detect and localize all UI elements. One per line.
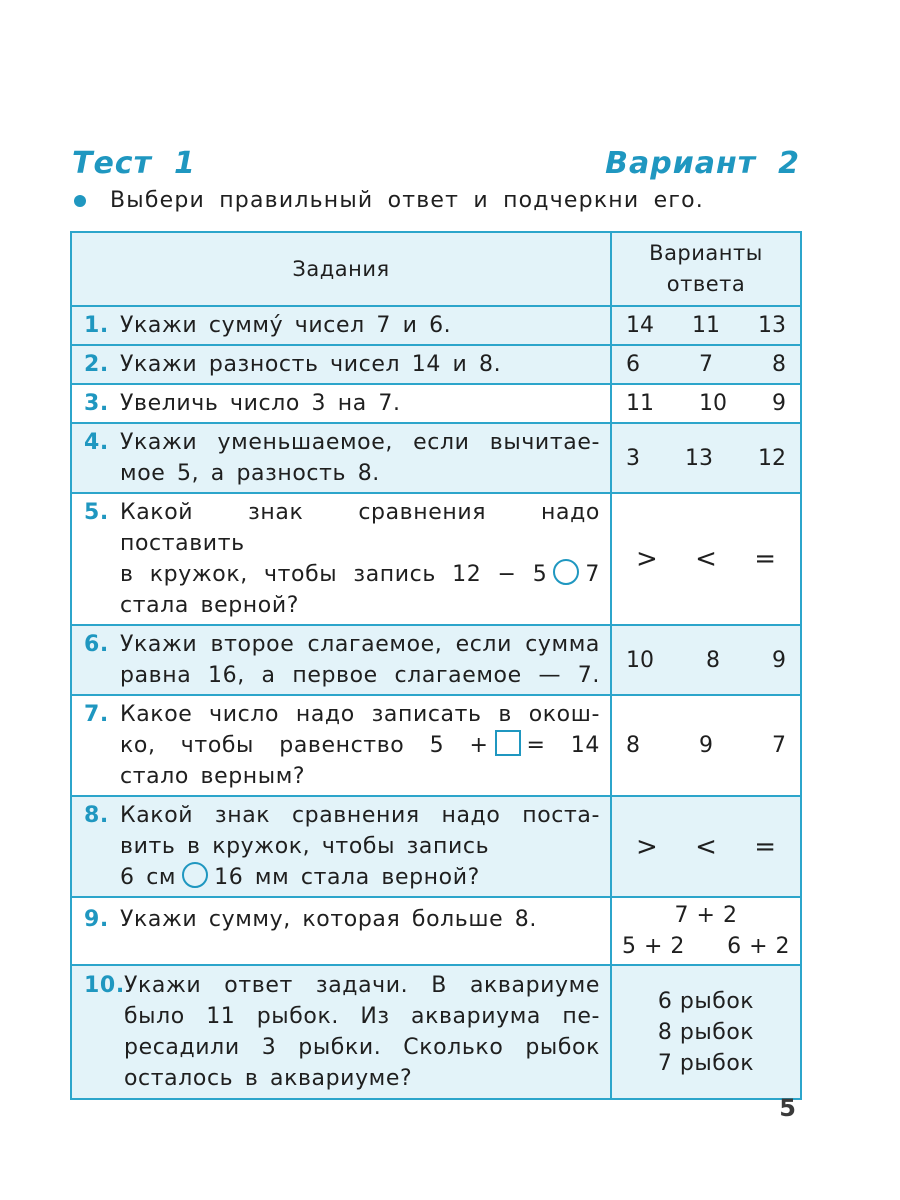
task-number: 8.	[84, 803, 109, 828]
answer-option[interactable]: >	[636, 544, 658, 574]
task-row-10	[71, 965, 801, 1099]
answer-option[interactable]: 8	[772, 352, 786, 377]
page-number: 5	[779, 1094, 796, 1122]
answer-option[interactable]: 10	[699, 391, 727, 416]
task-text: ресадили 3 рыбки. Сколько рыбок	[124, 1035, 600, 1060]
task-text-with-circle: в кружок, чтобы запись 12 − 5 7	[120, 559, 600, 590]
variant-title	[605, 146, 800, 181]
answer-option[interactable]: 8	[626, 733, 640, 758]
column-header-tasks: Задания	[71, 232, 611, 306]
column-header-answers: Варианты ответа	[611, 232, 801, 306]
answer-option[interactable]: 7	[699, 352, 713, 377]
answer-option[interactable]: =	[754, 544, 776, 574]
answer-option[interactable]: 8 рыбок	[657, 1019, 755, 1045]
task-text: равна 16, а первое слагаемое — 7.	[120, 663, 600, 688]
task-text-with-box: ко, чтобы равенство 5 + = 14	[120, 730, 600, 761]
answer-option[interactable]: 13	[685, 445, 713, 471]
instruction-text: Выбери правильный ответ и подчеркни его.	[110, 188, 704, 213]
task-text: Увеличь число 3 на 7.	[120, 391, 401, 416]
answer-option[interactable]: 5 + 2	[622, 934, 685, 959]
answer-option[interactable]: 8	[706, 647, 720, 673]
answer-option[interactable]: 3	[626, 445, 640, 471]
task-number: 7.	[84, 702, 109, 727]
answer-option[interactable]: 7	[772, 733, 786, 758]
variant-word: Вариант	[605, 146, 757, 181]
task-text: Укажи суммý чисел 7 и 6.	[120, 313, 452, 338]
answer-option[interactable]: 11	[626, 391, 654, 416]
task-number: 2.	[84, 352, 109, 377]
answer-option[interactable]: 6 рыбок	[657, 988, 755, 1014]
task-number: 1.	[84, 313, 109, 338]
task-row-5	[71, 493, 801, 625]
answer-option[interactable]: >	[636, 831, 658, 862]
task-text: вить в кружок, чтобы запись	[120, 834, 490, 859]
answer-option[interactable]: 7 + 2	[674, 903, 738, 928]
task-row-3	[71, 384, 801, 423]
task-number: 3.	[84, 391, 109, 416]
answer-option[interactable]: 7 рыбок	[657, 1050, 755, 1076]
task-text: мое 5, а разность 8.	[120, 461, 380, 486]
task-row-4	[71, 423, 801, 493]
answer-option[interactable]: 14	[626, 313, 654, 338]
task-text: Какой знак сравнения надо поста-	[120, 803, 600, 828]
task-text: стала верной?	[120, 593, 300, 618]
task-text: Какой знак сравнения надо поставить	[120, 500, 600, 556]
test-number: 1	[173, 146, 196, 181]
answer-option[interactable]: 9	[772, 391, 786, 416]
task-number: 9.	[84, 907, 109, 932]
answer-option[interactable]: 6	[626, 352, 640, 377]
task-text: было 11 рыбок. Из аквариума пе-	[124, 1004, 600, 1029]
answer-option[interactable]: 9	[772, 647, 786, 673]
circle-blank-icon	[182, 862, 208, 888]
answer-option[interactable]: <	[695, 831, 717, 862]
circle-blank-icon	[553, 559, 579, 585]
answer-option[interactable]: 11	[692, 313, 720, 338]
task-text: Укажи разность чисел 14 и 8.	[120, 352, 502, 377]
task-text: Какое число надо записать в окош-	[120, 702, 600, 727]
answer-option[interactable]: =	[754, 831, 776, 862]
answer-option[interactable]: 9	[699, 733, 713, 758]
bullet-icon	[74, 195, 86, 207]
task-text: Укажи ответ задачи. В аквариуме	[124, 973, 600, 998]
variant-number: 2	[778, 146, 800, 181]
instruction	[72, 188, 704, 213]
task-text-with-circle: 6 см 16 мм стала верной?	[120, 862, 600, 893]
test-title	[72, 146, 196, 181]
answer-option[interactable]: 6 + 2	[727, 934, 790, 959]
answer-option[interactable]: <	[695, 544, 717, 574]
task-text: Укажи уменьшаемое, если вычитае-	[120, 430, 600, 455]
answer-option[interactable]: 12	[758, 445, 786, 471]
task-row-6	[71, 625, 801, 695]
task-text: осталось в аквариуме?	[124, 1066, 413, 1091]
task-text: Укажи второе слагаемое, если сумма	[120, 632, 600, 657]
test-word: Тест	[72, 146, 152, 181]
task-row-8	[71, 796, 801, 897]
task-row-9	[71, 897, 801, 965]
task-number: 4.	[84, 430, 109, 455]
task-row-1	[71, 306, 801, 345]
task-row-7	[71, 695, 801, 796]
task-text: Укажи сумму, которая больше 8.	[120, 907, 538, 932]
task-number: 6.	[84, 632, 109, 657]
task-number: 5.	[84, 500, 109, 525]
task-number: 10.	[84, 973, 125, 998]
answer-option[interactable]: 13	[758, 313, 786, 338]
task-text: стало верным?	[120, 764, 306, 789]
square-blank-icon	[495, 730, 521, 756]
test-table	[70, 231, 802, 1100]
task-row-2	[71, 345, 801, 384]
answer-option[interactable]: 10	[626, 647, 654, 673]
